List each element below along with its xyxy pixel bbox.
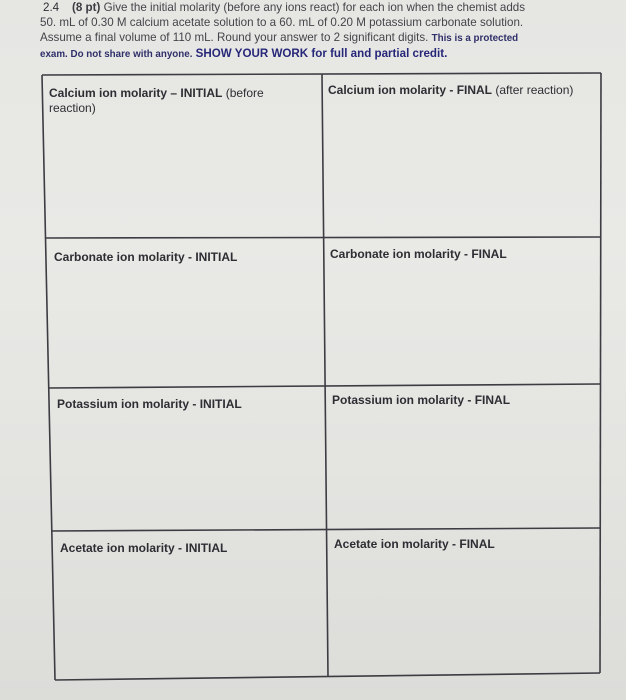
calcium-initial-suffix-2: reaction) [49,101,96,115]
row-divider-2 [48,384,600,388]
protected-notice-1: This is a protected [431,33,519,44]
calcium-initial-bold: Calcium ion molarity – INITIAL [49,86,223,100]
show-work-instruction: SHOW YOUR WORK for full and partial credit. [195,47,448,60]
row-divider-1 [45,237,600,238]
question-points: (8 pt) [72,1,101,14]
acetate-initial-label: Acetate ion molarity - INITIAL [60,541,228,555]
protected-notice-2: exam. Do not share with anyone. [40,49,193,60]
question-text-line-1: Give the initial molarity (before any ions react) for each ion when the chemist adds [103,1,526,14]
question-number: 2.4 [43,1,60,14]
carbonate-final-label: Carbonate ion molarity - FINAL [330,247,507,261]
table-left-border [42,75,55,680]
potassium-final-label: Potassium ion molarity - FINAL [332,393,511,407]
calcium-final-suffix: (after reaction) [492,83,574,97]
calcium-final-label [328,83,600,98]
table-middle-divider [322,74,328,677]
potassium-initial-label: Potassium ion molarity - INITIAL [57,397,242,411]
carbonate-initial-label: Carbonate ion molarity - INITIAL [54,250,238,264]
calcium-final-bold: Calcium ion molarity - FINAL [328,83,493,97]
calcium-initial-label [49,86,319,116]
row-divider-3 [51,528,600,531]
question-text-line-2: 50. mL of 0.30 M calcium acetate solution to a 60. mL of 0.20 M potassium carbonate solution. [40,16,524,29]
question-text-line-3: Assume a final volume of 110 mL. Round your answer to 2 significant digits. [40,31,429,44]
table-right-border [600,73,601,673]
calcium-initial-suffix-1: (before [222,86,264,100]
acetate-final-label: Acetate ion molarity - FINAL [334,537,495,551]
